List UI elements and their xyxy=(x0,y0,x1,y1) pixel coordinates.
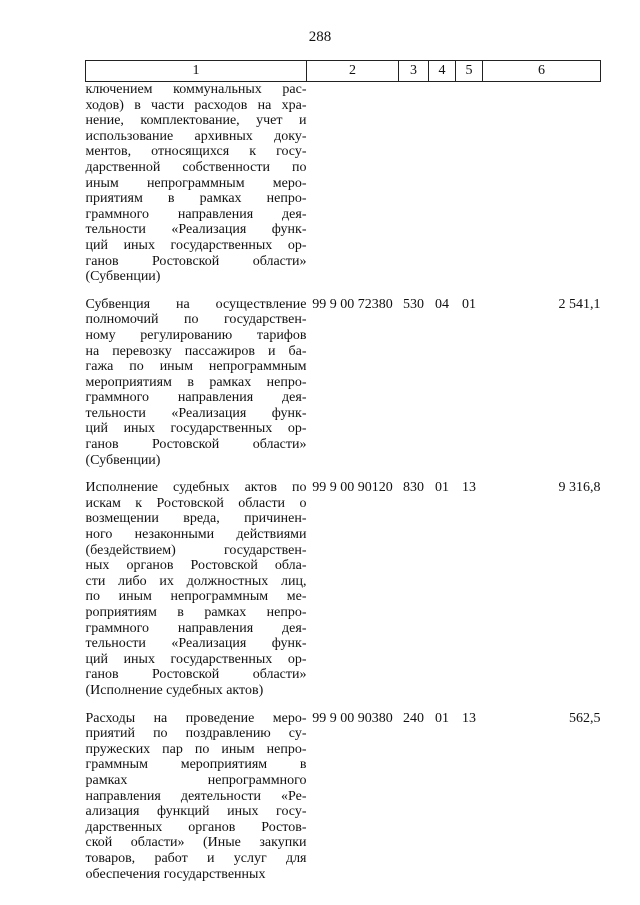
description-line: ализация функций иных госу- xyxy=(85,804,307,820)
spacer-cell xyxy=(399,285,429,297)
col3-cell xyxy=(399,82,429,285)
code-cell xyxy=(307,82,399,285)
description-line: ключением коммунальных рас- xyxy=(85,82,307,97)
amount-cell: 9 316,8 xyxy=(558,480,601,496)
description-line: мероприятиям в рамках непро- xyxy=(85,374,307,390)
description-line: иным непрограммным меро- xyxy=(85,175,307,191)
description-line: граммного направления дея- xyxy=(85,206,307,222)
description-line: ному регулированию тарифов xyxy=(85,327,307,343)
description-line: Расходы на проведение меро- xyxy=(85,710,307,726)
description-line: на перевозку пассажиров и ба- xyxy=(85,343,307,359)
description-line: Субвенция на осуществление xyxy=(85,296,307,312)
description-line: ской области» (Иные закупки xyxy=(85,835,307,851)
description-line: ного незаконными действиями xyxy=(85,527,307,543)
row-spacer xyxy=(86,468,601,480)
description-line: искам к Ростовской области о xyxy=(85,495,307,511)
description-cell xyxy=(86,297,307,469)
description-line: роприятиям в рамках непро- xyxy=(85,605,307,620)
spacer-cell xyxy=(456,468,483,480)
spacer-cell xyxy=(483,699,601,711)
row-spacer xyxy=(86,699,601,711)
table-row xyxy=(86,82,601,285)
description-line: ганов Ростовской области» xyxy=(85,253,307,269)
description-line: тельности «Реализация функ- xyxy=(85,222,307,238)
description-line: ганов Ростовской области» xyxy=(85,437,307,453)
description-line: полномочий по государствен- xyxy=(85,312,307,328)
description-line: граммного направления дея- xyxy=(85,620,307,636)
header-col-1: 1 xyxy=(86,61,307,82)
description-line: тельности «Реализация функ- xyxy=(85,405,307,421)
description-line: ций иных государственных ор- xyxy=(85,237,307,253)
description-line: (Исполнение судебных актов) xyxy=(85,682,264,698)
header-col-5: 5 xyxy=(456,61,483,82)
col4-cell: 01 xyxy=(435,480,449,496)
description-line: (Субвенции) xyxy=(85,269,161,285)
description-line: пружеских пар по иным непро- xyxy=(85,741,307,757)
col4-cell: 04 xyxy=(435,296,449,312)
description-line: граммного направления дея- xyxy=(85,390,307,406)
description-line: сти либо их должностных лиц, xyxy=(85,573,307,589)
description-line: тельности «Реализация функ- xyxy=(85,636,307,652)
col3-cell: 240 xyxy=(403,710,424,726)
header-col-6: 6 xyxy=(483,61,601,82)
col3-cell: 830 xyxy=(403,480,424,496)
spacer-cell xyxy=(86,468,307,480)
col5-cell: 13 xyxy=(462,480,476,496)
spacer-cell xyxy=(456,285,483,297)
description-line: ций иных государственных ор- xyxy=(85,421,307,437)
table-row xyxy=(86,480,601,698)
description-line: рамках непрограммного xyxy=(85,772,307,788)
table-row xyxy=(86,711,601,883)
description-line: по иным непрограммным ме- xyxy=(85,589,307,605)
description-line: граммным мероприятиям в xyxy=(85,757,307,773)
page-number: 288 xyxy=(308,29,332,45)
description-cell xyxy=(86,711,307,883)
description-line: направления деятельности «Ре- xyxy=(85,788,307,804)
spacer-cell xyxy=(399,468,429,480)
spacer-cell xyxy=(307,468,399,480)
row-spacer xyxy=(86,285,601,297)
col5-cell: 01 xyxy=(462,296,476,312)
spacer-cell xyxy=(429,468,456,480)
code-cell: 99 9 00 90120 xyxy=(312,480,393,496)
header-col-2: 2 xyxy=(307,61,399,82)
code-cell: 99 9 00 90380 xyxy=(312,710,393,726)
description-line: гажа по иным непрограммным xyxy=(85,359,307,375)
description-line: ментов, относящихся к госу- xyxy=(85,144,307,160)
description-line: ганов Ростовской области» xyxy=(85,667,307,683)
description-line: Исполнение судебных актов по xyxy=(85,480,307,496)
description-line: товаров, работ и услуг для xyxy=(85,850,307,866)
description-line: дарственных органов Ростов- xyxy=(85,819,307,835)
spacer-cell xyxy=(307,285,399,297)
spacer-cell xyxy=(307,699,399,711)
description-line: ных органов Ростовской обла- xyxy=(85,558,307,574)
spacer-cell xyxy=(429,285,456,297)
description-line: приятий по поздравлению су- xyxy=(85,726,307,742)
spacer-cell xyxy=(456,699,483,711)
code-cell: 99 9 00 72380 xyxy=(312,296,393,312)
description-line: ходов) в части расходов на хра- xyxy=(85,97,307,113)
spacer-cell xyxy=(429,699,456,711)
table-body xyxy=(86,82,601,883)
col5-cell xyxy=(456,82,483,285)
table-row xyxy=(86,297,601,469)
col5-cell: 13 xyxy=(462,710,476,726)
spacer-cell xyxy=(86,285,307,297)
col4-cell: 01 xyxy=(435,710,449,726)
description-line: (бездействием) государствен- xyxy=(85,542,307,558)
col3-cell: 530 xyxy=(403,296,424,312)
description-line: (Субвенции) xyxy=(85,452,161,468)
description-line: дарственной собственности по xyxy=(85,159,307,175)
spacer-cell xyxy=(483,468,601,480)
spacer-cell xyxy=(86,699,307,711)
description-line: обеспечения государственных xyxy=(85,866,266,882)
description-line: нение, комплектование, учет и xyxy=(85,113,307,129)
header-col-4: 4 xyxy=(429,61,456,82)
spacer-cell xyxy=(483,285,601,297)
description-line: приятиям в рамках непро- xyxy=(85,191,307,207)
table-header-row xyxy=(86,61,601,82)
description-cell xyxy=(86,480,307,698)
amount-cell: 562,5 xyxy=(569,710,601,726)
col4-cell xyxy=(429,82,456,285)
budget-table xyxy=(85,60,601,882)
spacer-cell xyxy=(399,699,429,711)
header-col-3: 3 xyxy=(399,61,429,82)
description-line: возмещении вреда, причинен- xyxy=(85,511,307,527)
amount-cell: 2 541,1 xyxy=(558,296,601,312)
description-line: ций иных государственных ор- xyxy=(85,651,307,667)
description-line: использование архивных доку- xyxy=(85,128,307,144)
amount-cell xyxy=(483,82,601,285)
description-cell xyxy=(86,82,307,285)
